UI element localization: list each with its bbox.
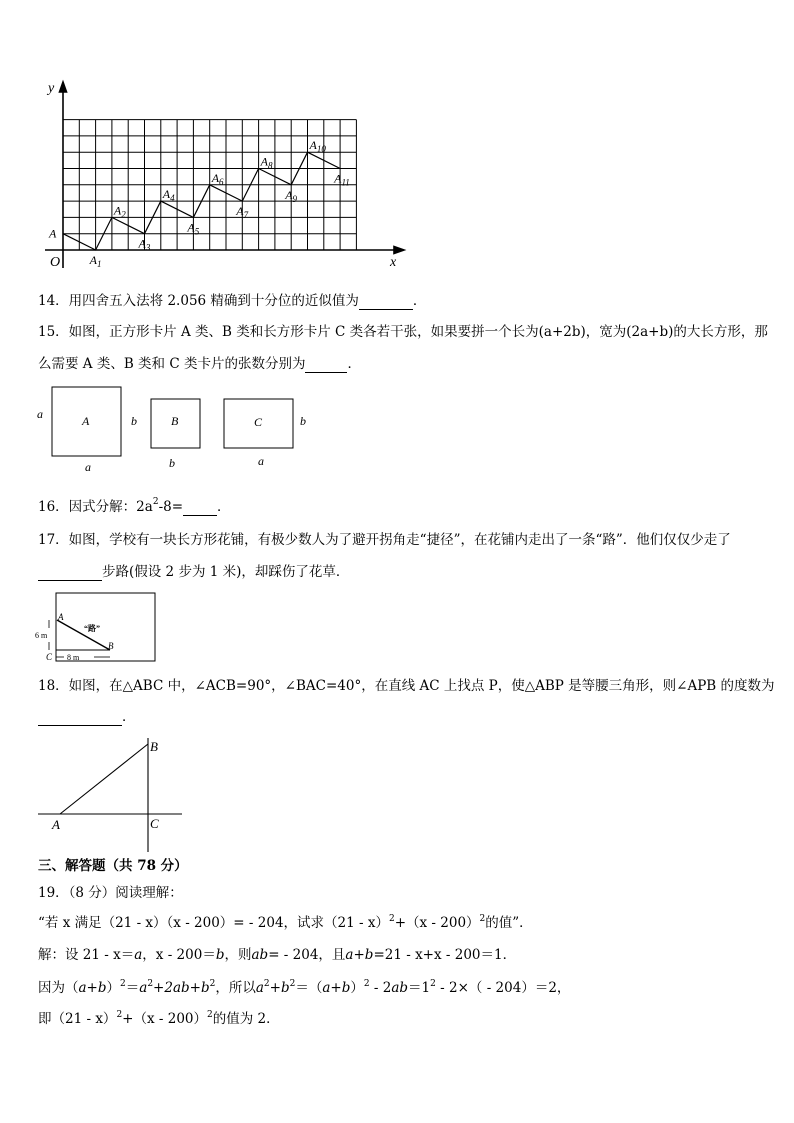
- q19-l3-sq4: 2: [263, 979, 270, 989]
- q16-end: ．: [217, 499, 231, 515]
- q19-l3-b-2: b: [280, 980, 290, 996]
- q19-l4-sq2: 2: [207, 1010, 213, 1020]
- q19-l3b: ）: [106, 980, 121, 996]
- q18-end: ．: [122, 709, 136, 725]
- card-c-label: C: [254, 415, 263, 429]
- point-label-a5: $A_5$: [187, 220, 200, 237]
- q16-post: -8=: [158, 499, 184, 515]
- q19-line4: [38, 1010, 280, 1028]
- q16-pre: 16．因式分解：2a: [38, 499, 153, 515]
- question-17-line1: 17．如图，学校有一块长方形花铺，有极少数人为了避开拐角走“捷径”，在花铺内走出了一条“路”．他们仅仅少走了: [38, 532, 731, 548]
- q19-l3f: ）: [350, 980, 364, 996]
- question-18-line2: [38, 707, 136, 726]
- origin-label: O: [50, 255, 61, 270]
- q19-l3-sq2: 2: [147, 979, 154, 989]
- point-label-a11: $A_{11}$: [334, 171, 350, 188]
- section-3-heading: 三、解答题（共 78 分）: [38, 858, 188, 874]
- card-a-bottom-label: a: [85, 460, 91, 474]
- point-label-a1: $A_1$: [89, 253, 102, 269]
- q19-l3c: ＝: [125, 980, 140, 996]
- question-19-head: 19．（8 分）阅读理解：: [38, 885, 183, 901]
- q14-end: ．: [412, 293, 427, 309]
- q19-l3-b: b: [200, 980, 210, 996]
- q14-text: 14．用四舍五入法将 2.056 精确到十分位的近似值为: [38, 293, 359, 309]
- q19-l2c: ，则: [224, 947, 252, 963]
- x-axis-label: x: [390, 255, 397, 270]
- cards-figure: [30, 380, 330, 475]
- garden-six-m: 6 m: [35, 631, 48, 640]
- point-label-a8: $A_8$: [260, 154, 273, 171]
- garden-label-a: A: [58, 612, 64, 622]
- garden-road-label: “路”: [84, 624, 100, 633]
- q15-answer-blank[interactable]: [305, 354, 347, 373]
- q19-l2e: =21 - x+x - 200＝1．: [373, 947, 517, 963]
- garden-label-b: B: [108, 641, 114, 651]
- point-label-a3: $A_3$: [138, 236, 151, 253]
- q19-l3-2ab: 2ab: [164, 980, 190, 996]
- question-14: [38, 291, 426, 310]
- q19-l4c: 的值为 2．: [212, 1011, 280, 1027]
- tri-label-b: B: [150, 739, 158, 754]
- point-label-a6: $A_6$: [211, 170, 224, 187]
- garden-label-c: C: [46, 652, 53, 662]
- tri-label-a: A: [52, 817, 60, 832]
- q19-l2a: 解：设 21 - x＝: [38, 947, 135, 963]
- q19-l3-apb1: a+b: [78, 980, 107, 996]
- q19-l3d: ，所以: [215, 980, 256, 996]
- q19-l1b: +（x - 200）: [394, 915, 480, 931]
- q19-line3: 因为$(a+b)^2=a^2+2ab+b^2$，所以$a^2+b^2=(a+b)^2 - 2ab=1^2 - 2\times( - 204)=2$，: [38, 979, 571, 996]
- point-label-a2: $A_2$: [113, 203, 126, 220]
- q19-l3-a: a: [139, 980, 148, 996]
- q19-var-apb: a+b: [345, 947, 374, 963]
- q19-l3-sq6: 2: [363, 979, 370, 989]
- q17-line2-text: 步路(假设 2 步为 1 米)，却踩伤了花草．: [102, 564, 350, 580]
- question-15-line2: [38, 354, 361, 373]
- q14-answer-blank[interactable]: [359, 291, 413, 310]
- q19-l3-sq1: 2: [120, 979, 126, 989]
- card-a-label: A: [82, 414, 90, 428]
- question-17-line2: [38, 562, 349, 581]
- q19-var-b: b: [215, 947, 225, 963]
- q19-l3a: 因为（: [38, 980, 79, 996]
- card-c-side-label: b: [300, 414, 306, 428]
- q19-l4b: +（x - 200）: [122, 1011, 208, 1027]
- grid-figure: [40, 78, 410, 270]
- point-label-a7: $A_7$: [236, 204, 249, 221]
- q19-l3g: - 2: [369, 980, 392, 996]
- point-label-a9: $A_9$: [285, 187, 298, 204]
- q19-l3-apb2: a+b: [322, 980, 351, 996]
- q15-end: ．: [347, 356, 361, 372]
- q19-l3h: ＝1: [408, 980, 431, 996]
- q19-var-ab: ab: [251, 947, 269, 963]
- q19-l3-ab: ab: [391, 980, 409, 996]
- card-b-side-label: b: [131, 414, 137, 428]
- line-ab: [60, 744, 148, 814]
- question-15-line1: 15．如图，正方形卡片 A 类、B 类和长方形卡片 C 类各若干张，如果要拼一个长为(a+2b)，宽为(2a+b)的大长方形，那: [38, 324, 768, 340]
- q16-answer-blank[interactable]: [183, 497, 217, 516]
- q15-line2-text: 么需要 A 类、B 类和 C 类卡片的张数分别为: [38, 356, 306, 372]
- triangle-figure: [36, 734, 186, 854]
- q16-sup: 2: [152, 497, 159, 507]
- q19-l3-sq7: 2: [430, 979, 436, 989]
- q19-sq2: 2: [479, 914, 486, 924]
- point-label-a4: $A_4$: [162, 187, 175, 204]
- garden-rect: [56, 593, 155, 661]
- q19-var-a: a: [134, 947, 143, 963]
- q18-answer-blank[interactable]: [38, 707, 122, 726]
- garden-eight-m: 8 m: [67, 653, 80, 662]
- garden-figure: [34, 590, 164, 666]
- q19-l2b: ，x - 200＝: [142, 947, 216, 963]
- q19-l2d: = - 204，且: [268, 947, 346, 963]
- card-b-bottom-label: b: [169, 456, 175, 470]
- tri-label-c: C: [150, 816, 159, 831]
- card-c-bottom-label: a: [258, 454, 264, 468]
- point-label-a10: $A_{10}$: [309, 138, 326, 155]
- question-16: [38, 497, 231, 516]
- q19-line2: [38, 946, 516, 964]
- point-label-a: A: [49, 226, 57, 241]
- q19-l3-a-2: a: [255, 980, 264, 996]
- q19-l1c: 的值”．: [485, 915, 533, 931]
- q19-l3e: ＝（: [295, 980, 323, 996]
- q19-l1a: “若 x 满足（21 - x）（x - 200）= - 204，试求（21 - x）: [38, 915, 389, 931]
- q19-line1: [38, 914, 533, 932]
- q19-l3i: - 2×（ - 204）＝2，: [435, 980, 571, 996]
- q19-l4a: 即（21 - x）: [38, 1011, 117, 1027]
- card-b-label: B: [171, 414, 179, 428]
- q17-answer-blank[interactable]: [38, 562, 102, 581]
- card-a-side-label: a: [37, 407, 43, 421]
- q19-sq1: 2: [388, 914, 395, 924]
- question-18-line1: 18．如图，在△ABC 中，∠ACB=90°，∠BAC=40°，在直线 AC 上找点 P，使△ABP 是等腰三角形，则∠APB 的度数为: [38, 678, 775, 694]
- q19-l3-sq5: 2: [289, 979, 296, 989]
- y-axis-label: y: [48, 81, 55, 96]
- q19-l4-sq1: 2: [116, 1010, 123, 1020]
- q19-l3-sq3: 2: [209, 979, 216, 989]
